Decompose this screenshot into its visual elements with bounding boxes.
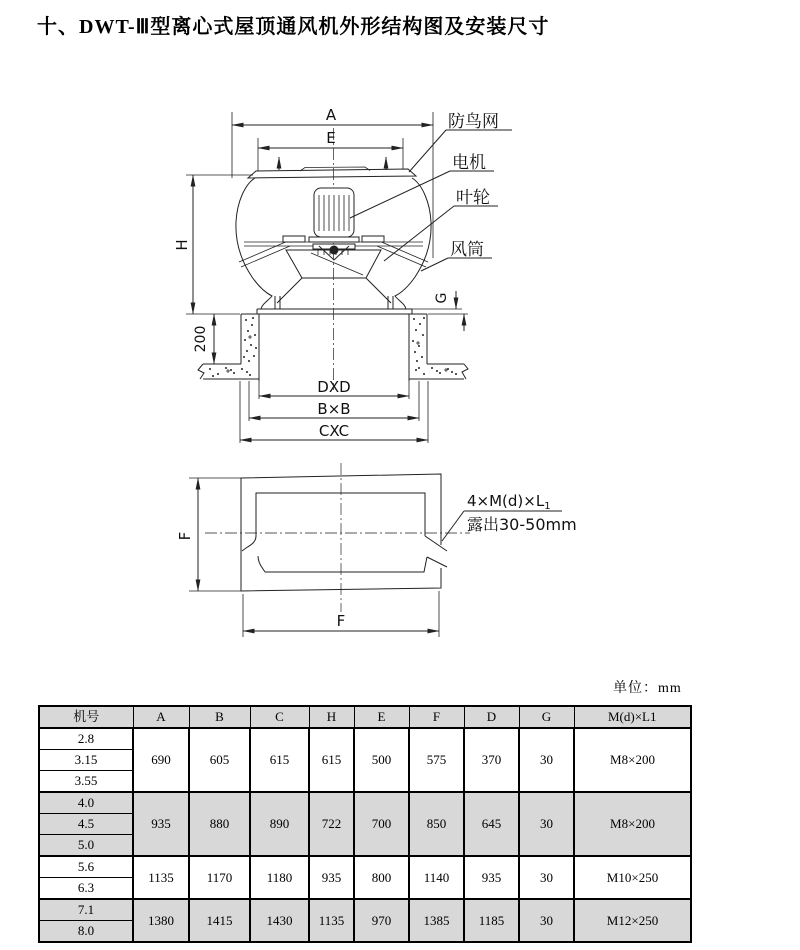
dim-label-200: 200 [193,325,209,353]
value-cell: 30 [519,856,574,899]
model-cell: 3.15 [39,750,133,771]
model-cell: 4.5 [39,814,133,835]
unit-note: 单位：mm [613,681,682,696]
value-cell: 850 [409,792,464,856]
table-row [39,899,691,921]
value-cell: 935 [133,792,189,856]
value-cell: M12×250 [574,899,691,942]
dim-label-f-left: F [176,531,194,541]
value-cell: 370 [464,728,519,792]
value-cell: 500 [354,728,409,792]
value-cell: 605 [189,728,250,792]
model-cell: 4.0 [39,792,133,814]
dim-label-e: E [326,129,336,147]
roof-slab-left [198,364,259,379]
callout-impeller: 叶轮 [456,188,490,208]
inlet-cone [277,278,391,303]
value-cell: 1380 [133,899,189,942]
value-cell: 970 [354,899,409,942]
model-cell: 5.6 [39,856,133,878]
header-cell: D [464,706,519,728]
value-cell: 615 [309,728,354,792]
value-cell: 575 [409,728,464,792]
value-cell: 30 [519,899,574,942]
callout-motor: 电机 [452,153,486,173]
model-cell: 7.1 [39,899,133,921]
value-cell: 935 [464,856,519,899]
value-cell: 1135 [133,856,189,899]
concrete-texture [209,317,457,377]
table-row [39,728,691,750]
dim-label-f-bottom: F [336,612,346,630]
value-cell: 890 [250,792,309,856]
header-cell: B [189,706,250,728]
roof-slab-right [409,364,468,379]
value-cell: M10×250 [574,856,691,899]
value-cell: 30 [519,728,574,792]
value-cell: 1385 [409,899,464,942]
value-cell: 722 [309,792,354,856]
value-cell: 645 [464,792,519,856]
model-cell: 3.55 [39,771,133,793]
dim-label-h: H [173,239,191,251]
dim-label-g: G [434,292,450,304]
value-cell: 935 [309,856,354,899]
bolt-slot [425,536,447,567]
dim-label-dxd: DXD [317,378,351,396]
value-cell: M8×200 [574,792,691,856]
value-cell: 1430 [250,899,309,942]
model-cell: 6.3 [39,878,133,900]
concrete-curb [241,314,427,381]
header-cell: M(d)×L1 [574,706,691,728]
value-cell: 1415 [189,899,250,942]
page-title: 十、DWT-Ⅲ型离心式屋顶通风机外形结构图及安装尺寸 [37,16,550,38]
value-cell: 1180 [250,856,309,899]
model-cell: 5.0 [39,835,133,857]
dim-label-a: A [325,106,337,124]
base-inner-frame [256,493,425,536]
callout-bird-net: 防鸟网 [448,112,499,132]
header-cell: 机号 [39,706,133,728]
value-cell: 690 [133,728,189,792]
value-cell: 1170 [189,856,250,899]
base-plan-diagram [176,463,577,637]
model-cell: 8.0 [39,921,133,943]
header-cell: A [133,706,189,728]
header-cell: G [519,706,574,728]
value-cell: 30 [519,792,574,856]
table-header-row [39,706,691,728]
value-cell: 1185 [464,899,519,942]
header-cell: H [309,706,354,728]
fan-structure-diagram [173,106,512,443]
value-cell: 1135 [309,899,354,942]
value-cell: 1140 [409,856,464,899]
table-row [39,856,691,878]
value-cell: 800 [354,856,409,899]
dim-label-bxb: B×B [317,400,351,418]
header-cell: E [354,706,409,728]
header-cell: F [409,706,464,728]
header-cell: C [250,706,309,728]
dim-label-cxc: CXC [318,422,350,440]
value-cell: 700 [354,792,409,856]
value-cell: M8×200 [574,728,691,792]
value-cell: 880 [189,792,250,856]
fan-hood [236,178,272,309]
dimension-table [38,705,692,943]
motor-flange [309,237,359,242]
value-cell: 615 [250,728,309,792]
model-cell: 2.8 [39,728,133,750]
callout-duct: 风筒 [450,240,484,260]
callout-bolt-spec: $4\times M(d)\times L_1$ [467,492,551,512]
bird-net-plate [248,169,416,178]
base-plate [257,309,412,314]
table-row [39,792,691,814]
callout-bolt-note: 露出30-50mm [467,515,577,534]
